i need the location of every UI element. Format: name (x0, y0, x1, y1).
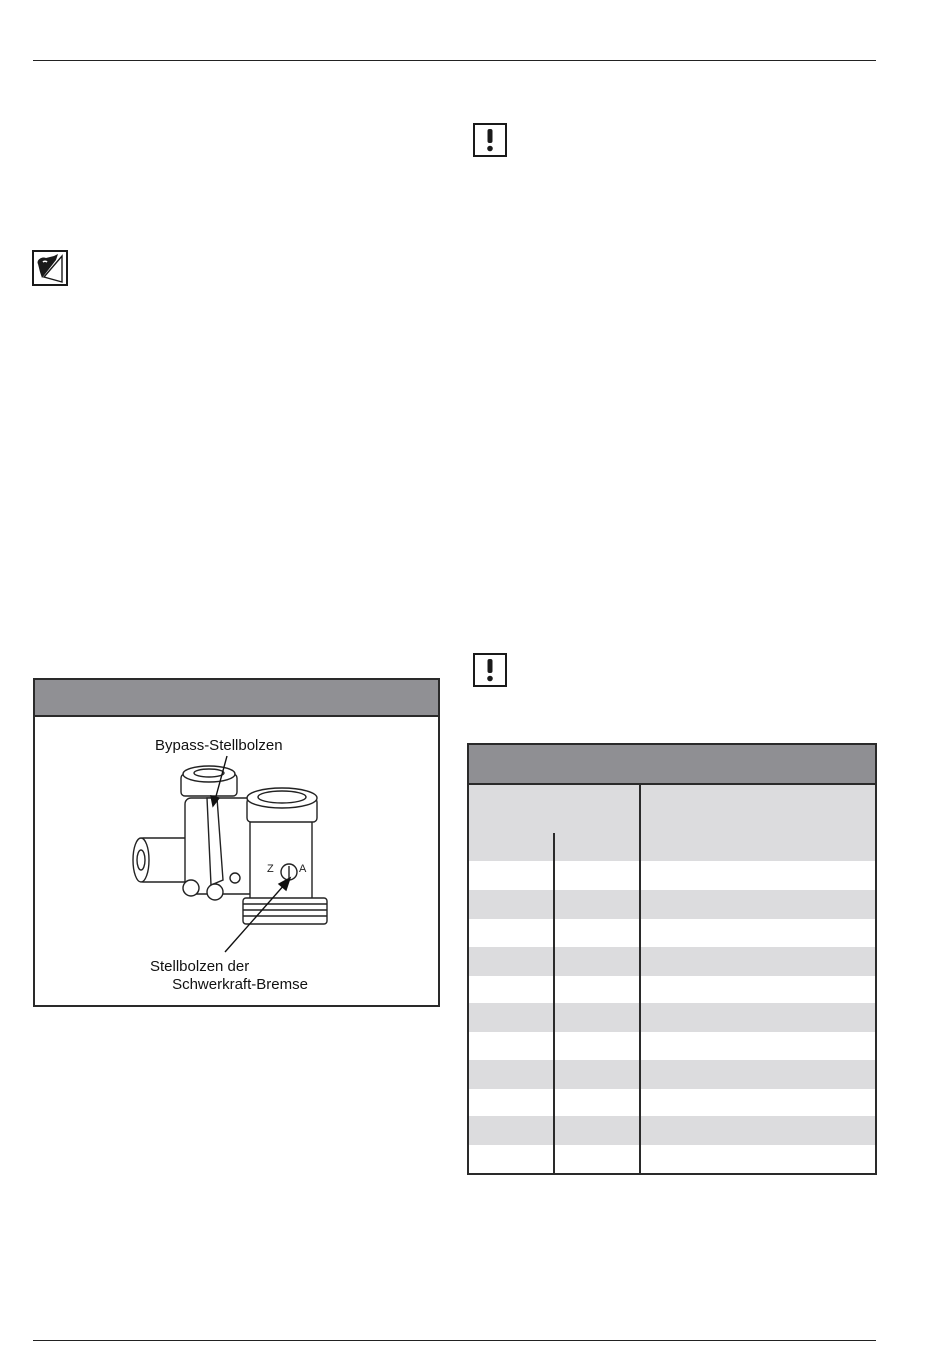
table-row (469, 1116, 875, 1145)
table-row (469, 890, 875, 919)
label-brake-bolt-line2: Schwerkraft-Bremse (172, 976, 308, 993)
warning-exclamation-icon (473, 123, 507, 157)
settings-table (467, 743, 877, 1175)
warning-exclamation-icon (473, 653, 507, 687)
table-row (469, 861, 875, 890)
svg-text:A: A (299, 863, 307, 875)
valve-drawing (35, 680, 438, 1005)
table-header-bar (469, 745, 875, 785)
table-subcolumn-divider (553, 833, 555, 1173)
svg-text:Z: Z (267, 863, 274, 875)
label-brake-bolt-line1: Stellbolzen der (150, 958, 250, 975)
header-rule (33, 60, 876, 61)
note-pencil-icon (32, 250, 68, 286)
label-bypass-bolt: Bypass-Stellbolzen (155, 737, 283, 754)
table-row (469, 1003, 875, 1032)
table-column-divider (639, 785, 641, 1173)
table-row (469, 975, 875, 1004)
footer-rule (33, 1340, 876, 1341)
table-row (469, 1145, 875, 1173)
table-row (469, 1060, 875, 1089)
table-row (469, 947, 875, 976)
table-row (469, 1088, 875, 1117)
table-column-headers (469, 785, 875, 861)
valve-figure-box (33, 678, 440, 1007)
table-row (469, 919, 875, 948)
table-row (469, 1032, 875, 1061)
